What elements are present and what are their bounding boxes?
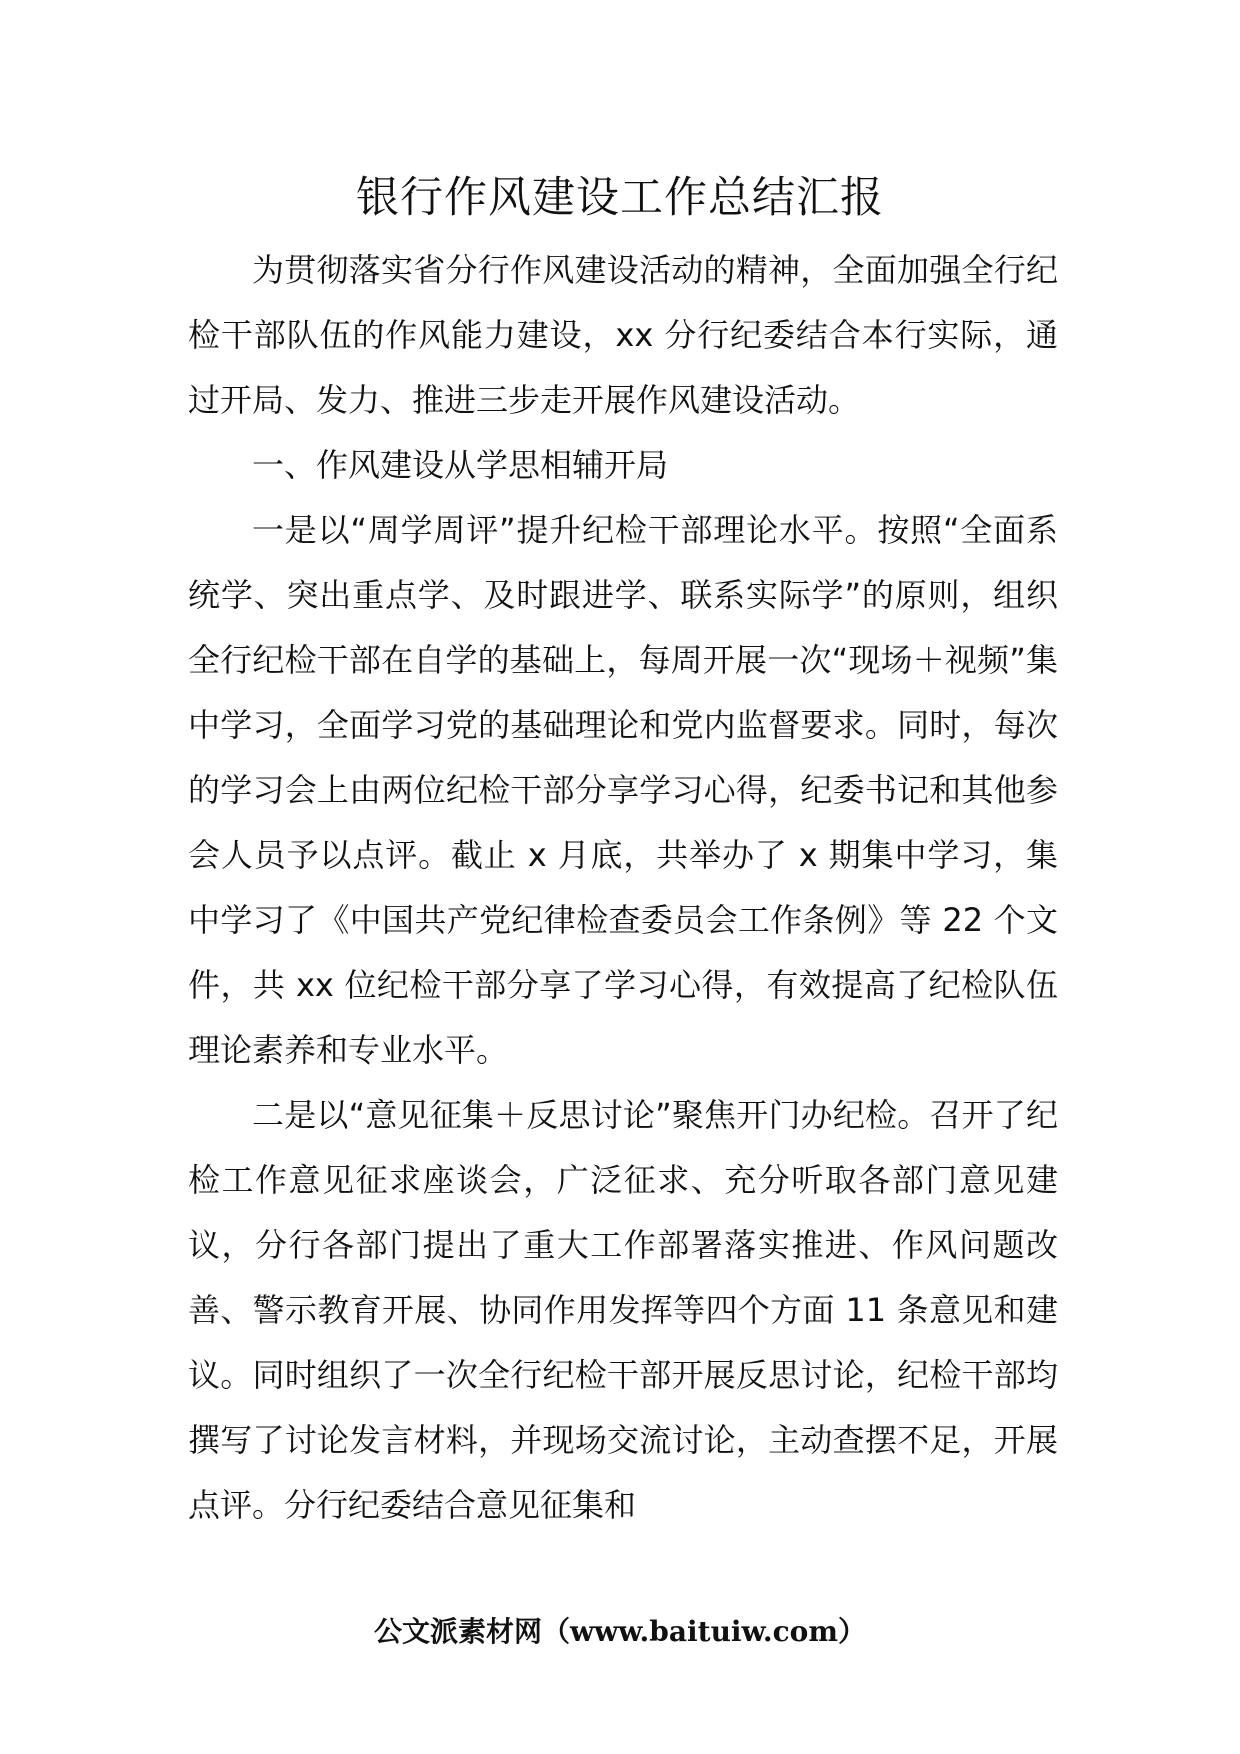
document-title: 银行作风建设工作总结汇报 <box>356 173 884 223</box>
paragraph-intro: 为贯彻落实省分行作风建设活动的精神，全面加强全行纪检干部队伍的作风能力建设，xx 分行纪委结合本行实际，通过开局、发力、推进三步走开展作风建设活动。 <box>188 251 1058 419</box>
footer-watermark: 公文派素材网（www.baituiw.com） <box>374 1615 866 1648</box>
document-body <box>188 238 1058 1538</box>
section-heading-1: 一、作风建设从学思相辅开局 <box>252 446 669 484</box>
paragraph-weekly-study: 一是以“周学周评”提升纪检干部理论水平。按照“全面系统学、突出重点学、及时跟进学、联系实际学”的原则，组织全行纪检干部在自学的基础上，每周开展一次“现场＋视频”集中学习，全面学习党的基础理论和党内监督要求。同时，每次的学习会上由两位纪检干部分享学习心得，纪委书记和其他参会人员予以点评。截止 x 月底，共举办了 x 期集中学习，集中学习了《中国共产党纪律检查委员会工作条例》等 22 个文件，共 xx 位纪检干部分享了学习心得，有效提高了纪检队伍理论素养和专业水平。 <box>188 511 1058 1069</box>
paragraph-opinion-collection: 二是以“意见征集＋反思讨论”聚焦开门办纪检。召开了纪检工作意见征求座谈会，广泛征求、充分听取各部门意见建议，分行各部门提出了重大工作部署落实推进、作风问题改善、警示教育开展、协同作用发挥等四个方面 11 条意见和建议。同时组织了一次全行纪检干部开展反思讨论，纪检干部均撰写了讨论发言材料，并现场交流讨论，主动查摆不足，开展点评。分行纪委结合意见征集和 <box>188 1096 1058 1524</box>
